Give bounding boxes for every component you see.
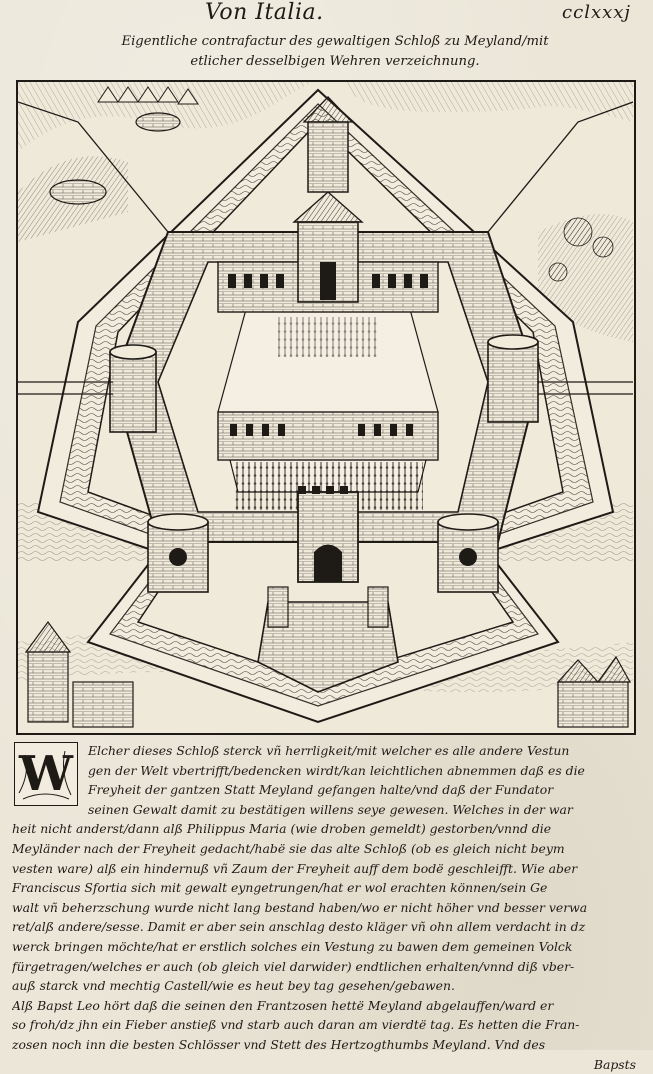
text-line: heit nicht anderst/dann alß Philippus Maria (wie droben gemeldt) gestorben/vnnd die <box>12 819 642 839</box>
text-line: Alß Bapst Leo hört daß die seinen den Frantzosen hettë Meyland abgelauffen/ward er <box>12 996 642 1016</box>
milan-castle-picture <box>18 82 633 732</box>
text-line: Elcher dieses Schloß sterck vñ herrligkeit/mit welcher es alle andere Vestun <box>12 741 642 761</box>
text-line: Freyheit der gantzen Statt Meyland gefangen halte/vnd daß der Fundator <box>12 780 642 800</box>
text-line: fürgetragen/welches er auch (ob gleich viel darwider) endtlichen erhalten/vnnd diß vber- <box>12 957 642 977</box>
text-line: auß starck vnd mechtig Castell/wie es heut bey tag gesehen/gebawen. <box>12 976 642 996</box>
text-line: vesten ware) alß ein hindernuß vñ Zaum der Freyheit auff dem bodë geschleifft. Wie aber <box>12 859 642 879</box>
text-line: zosen noch inn die besten Schlösser vnd Stett des Hertzogthumbs Meyland. Vnd des <box>12 1035 642 1055</box>
caption-line-2: etlicher desselbigen Wehren verzeichnung. <box>40 52 630 72</box>
running-head: Von Italia. <box>205 0 324 25</box>
caption-line-1: Eigentliche contrafactur des gewaltigen Schloß zu Meyland/mit <box>40 32 630 52</box>
body-text <box>12 741 642 1074</box>
catchword: Bapsts <box>12 1055 642 1074</box>
text-line: Franciscus Sfortia sich mit gewalt eyngetrungen/hat er wol erachten können/sein Ge <box>12 878 642 898</box>
woodcut-caption <box>40 32 630 72</box>
page-folio-number: cclxxxj <box>562 2 631 23</box>
text-line: Meyländer nach der Freyheit gedacht/habë sie das alte Schloß (ob es gleich nicht beym <box>12 839 642 859</box>
text-line: seinen Gewalt damit zu bestätigen willens seye gewesen. Welches in der war <box>12 800 642 820</box>
text-line: so froh/dz jhn ein Fieber anstieß vnd starb auch daran am vierdtë tag. Es hetten die Fran- <box>12 1015 642 1035</box>
text-line: gen der Welt vbertrifft/bedencken wirdt/kan leichtlichen abnemmen daß es die <box>12 761 642 781</box>
initial-letter-glyph: W <box>15 743 77 805</box>
text-line: ret/alß andere/sesse. Damit er aber sein anschlag desto kläger vñ ohn allem verdacht in dz <box>12 917 642 937</box>
text-line: werck bringen möchte/hat er erstlich solches ein Vestung zu bawen dem gemeinen Volck <box>12 937 642 957</box>
castle-woodcut-illustration <box>16 80 636 735</box>
text-line: walt vñ beherzschung wurde nicht lang bestand haben/wo er nicht höher vnd besser verwa <box>12 898 642 918</box>
